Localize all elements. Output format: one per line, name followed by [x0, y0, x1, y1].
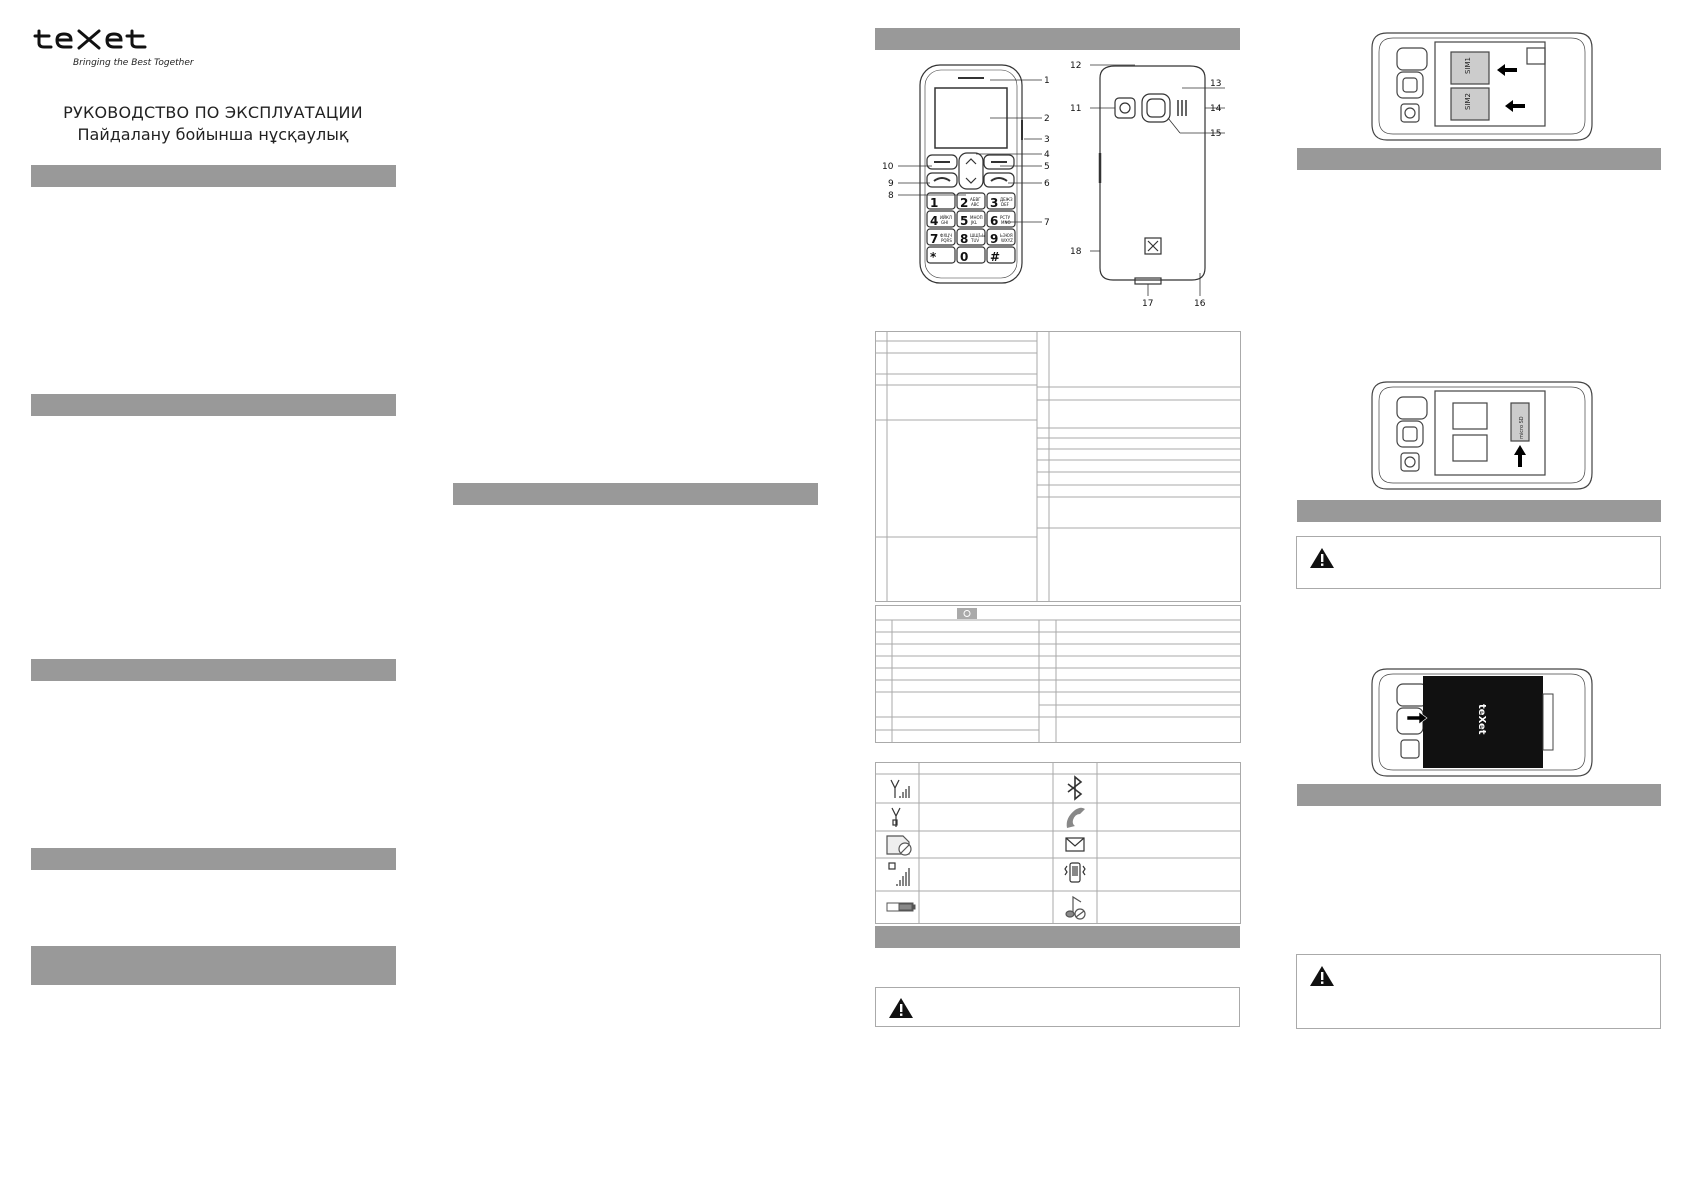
callout-10: 10: [882, 162, 894, 172]
signal-icon: [891, 780, 909, 798]
message-icon: [1066, 838, 1084, 851]
manual-title-ru: РУКОВОДСТВО ПО ЭКСПЛУАТАЦИИ: [63, 103, 363, 122]
battery-install-image: [1367, 664, 1597, 780]
callout-8: 8: [888, 191, 894, 201]
battery-brand: teXet: [1476, 704, 1487, 735]
sd-install-image: [1367, 377, 1597, 493]
section-bar-3: [31, 659, 396, 681]
sim2-label: SIM2: [1464, 92, 1472, 110]
callout-12: 12: [1070, 61, 1082, 71]
key-7: 7: [930, 232, 939, 246]
callout-2: 2: [1044, 114, 1050, 124]
warning-icon: [1309, 965, 1335, 987]
key-5-letters: МНОП: [970, 215, 983, 220]
callout-9: 9: [888, 179, 894, 189]
key-4: 4: [930, 214, 939, 228]
warning-icon: [1309, 547, 1335, 569]
brand-logo: [31, 28, 163, 56]
key-3: 3: [990, 196, 999, 210]
warning-icon: [888, 997, 914, 1019]
key-5-sub: JKL: [971, 220, 978, 225]
warning-box-1: [875, 987, 1240, 1027]
section-bar-1: [31, 165, 396, 187]
key-8-sub: TUV: [971, 238, 980, 243]
callout-11: 11: [1070, 104, 1082, 114]
phone-back-diagram: [1060, 58, 1240, 313]
key-9: 9: [990, 232, 999, 246]
callout-18: 18: [1070, 247, 1082, 257]
key-2-sub: ABC: [971, 202, 980, 207]
key-4-sub: GHI: [941, 220, 949, 225]
warning-box-3: [1296, 954, 1661, 1029]
callout-3: 3: [1044, 135, 1050, 145]
section-bar-6: [453, 483, 818, 505]
bluetooth-icon: [1068, 777, 1081, 799]
key-star: *: [930, 250, 937, 264]
section-bar-11: [1297, 784, 1661, 806]
manual-title-kz: Пайдалану бойынша нұсқаулық: [77, 125, 349, 144]
callout-1: 1: [1044, 76, 1050, 86]
key-3-letters: ДЕЖЗ: [1000, 197, 1013, 202]
key-6: 6: [990, 214, 999, 228]
key-3-sub: DEF: [1001, 202, 1009, 207]
key-7-sub: PQRS: [941, 238, 952, 243]
key-6-letters: РСТУ: [1000, 215, 1011, 220]
key-9-letters: ЬЭЮЯ: [1000, 233, 1013, 238]
section-bar-7: [875, 28, 1240, 50]
sim1-label: SIM1: [1464, 56, 1472, 74]
callout-5: 5: [1044, 162, 1050, 172]
warning-box-2: [1296, 536, 1661, 589]
key-4-letters: ИЙКЛ: [940, 215, 952, 220]
sim-install-image: [1367, 28, 1597, 144]
key-0: 0: [960, 250, 969, 264]
key-8: 8: [960, 232, 969, 246]
silent-icon: [1066, 897, 1085, 919]
callout-6: 6: [1044, 179, 1050, 189]
arrow-up-icon: [1514, 445, 1526, 467]
logo-slogan: Bringing the Best Together: [73, 58, 194, 68]
key-8-letters: ШЩЪЫ: [970, 233, 986, 238]
section-bar-10: [1297, 500, 1661, 522]
section-bar-9: [1297, 148, 1661, 170]
icons-table: [875, 762, 1241, 924]
arrow-left-icon: [1497, 64, 1517, 76]
section-bar-8: [875, 926, 1240, 948]
callout-15: 15: [1210, 129, 1222, 139]
callout-14: 14: [1210, 104, 1222, 114]
keys-table: [875, 331, 1240, 602]
section-bar-5: [31, 946, 396, 985]
key-5: 5: [960, 214, 969, 228]
roaming-signal-icon: [889, 863, 909, 886]
callout-4: 4: [1044, 150, 1050, 160]
key-2-letters: АБВГ: [970, 197, 981, 202]
phone-call-icon: [1067, 808, 1085, 828]
key-6-sub: MNO: [1001, 220, 1011, 225]
arrow-left-icon: [1505, 100, 1525, 112]
key-2: 2: [960, 196, 969, 210]
menu-table: [875, 605, 1241, 743]
micro-sd-label: micro SD: [1519, 416, 1525, 439]
key-7-letters: ФХЦЧ: [940, 233, 953, 238]
section-bar-2: [31, 394, 396, 416]
antenna-icon: [892, 808, 900, 827]
callout-16: 16: [1194, 299, 1206, 309]
texet-logo-icon: [31, 28, 163, 52]
callout-17: 17: [1142, 299, 1154, 309]
key-hash: #: [990, 250, 1001, 264]
callout-7: 7: [1044, 218, 1050, 228]
callout-13: 13: [1210, 79, 1222, 89]
vibrate-icon: [1065, 863, 1085, 882]
phone-front-diagram: [880, 60, 1060, 290]
battery-icon: [887, 903, 915, 911]
key-1: 1: [930, 196, 939, 210]
no-sim-icon: [887, 836, 911, 855]
key-9-sub: WXYZ: [1001, 238, 1013, 243]
section-bar-4: [31, 848, 396, 870]
